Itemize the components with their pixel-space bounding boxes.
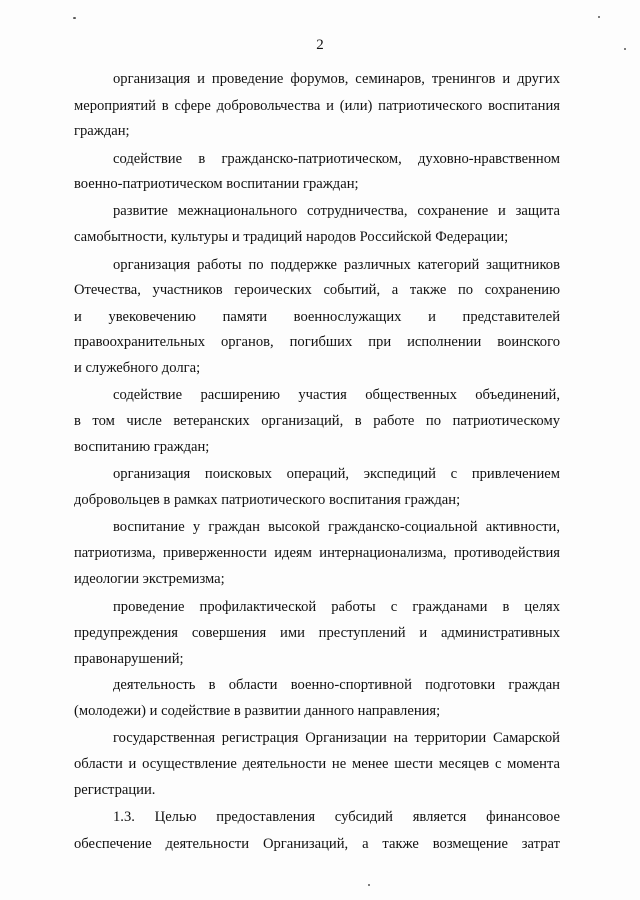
text-line: граждан; (74, 123, 130, 139)
text-line: самобытности, культуры и традиций народов Российской Федерации; (74, 229, 509, 245)
text-line: (молодежи) и содействие в развитии данного направления; (74, 703, 441, 719)
text-line: воспитанию граждан; (74, 439, 210, 455)
text-line: развитие межнационального сотрудничества, сохранение и защита (113, 203, 560, 219)
text-line: правоохранительных органов, погибших при исполнении воинского (74, 334, 560, 350)
text-line: организация и проведение форумов, семинаров, тренингов и других (113, 71, 560, 87)
text-line: организация поисковых операций, экспедиций с привлечением (113, 466, 560, 482)
text-line: патриотизма, приверженности идеям интернационализма, противодействия (74, 545, 560, 561)
text-line: 1.3. Целью предоставления субсидий является финансовое (113, 809, 560, 825)
text-line: предупреждения совершения ими преступлений и административных (74, 625, 560, 641)
text-line: правонарушений; (74, 651, 184, 667)
text-line: добровольцев в рамках патриотического воспитания граждан; (74, 492, 461, 508)
scan-speck (598, 16, 600, 18)
text-line: в том числе ветеранских организаций, в работе по патриотическому (74, 413, 560, 429)
text-line: Отечества, участников героических событий, а также по сохранению (74, 282, 560, 298)
text-line: регистрации. (74, 782, 156, 798)
text-line: и служебного долга; (74, 360, 201, 376)
text-line: государственная регистрация Организации на территории Самарской (113, 730, 560, 746)
text-line: обеспечение деятельности Организаций, а также возмещение затрат (74, 836, 560, 852)
text-line: организация работы по поддержке различных категорий защитников (113, 257, 560, 273)
text-line: идеологии экстремизма; (74, 571, 225, 587)
text-line: содействие расширению участия общественных объединений, (113, 387, 560, 403)
text-line: и увековечению памяти военнослужащих и представителей (74, 309, 560, 325)
text-line: военно-патриотическом воспитании граждан; (74, 176, 359, 192)
text-line: проведение профилактической работы с гражданами в целях (113, 599, 560, 615)
text-line: воспитание у граждан высокой гражданско-социальной активности, (113, 519, 560, 535)
scan-speck (73, 17, 76, 19)
page-number: 2 (316, 37, 324, 53)
scan-speck (368, 884, 370, 886)
text-line: содействие в гражданско-патриотическом, духовно-нравственном (113, 151, 560, 167)
text-line: области и осуществление деятельности не менее шести месяцев с момента (74, 756, 560, 772)
scan-speck (624, 48, 626, 50)
text-line: мероприятий в сфере добровольчества и (или) патриотического воспитания (74, 98, 560, 114)
text-line: деятельность в области военно-спортивной подготовки граждан (113, 677, 560, 693)
